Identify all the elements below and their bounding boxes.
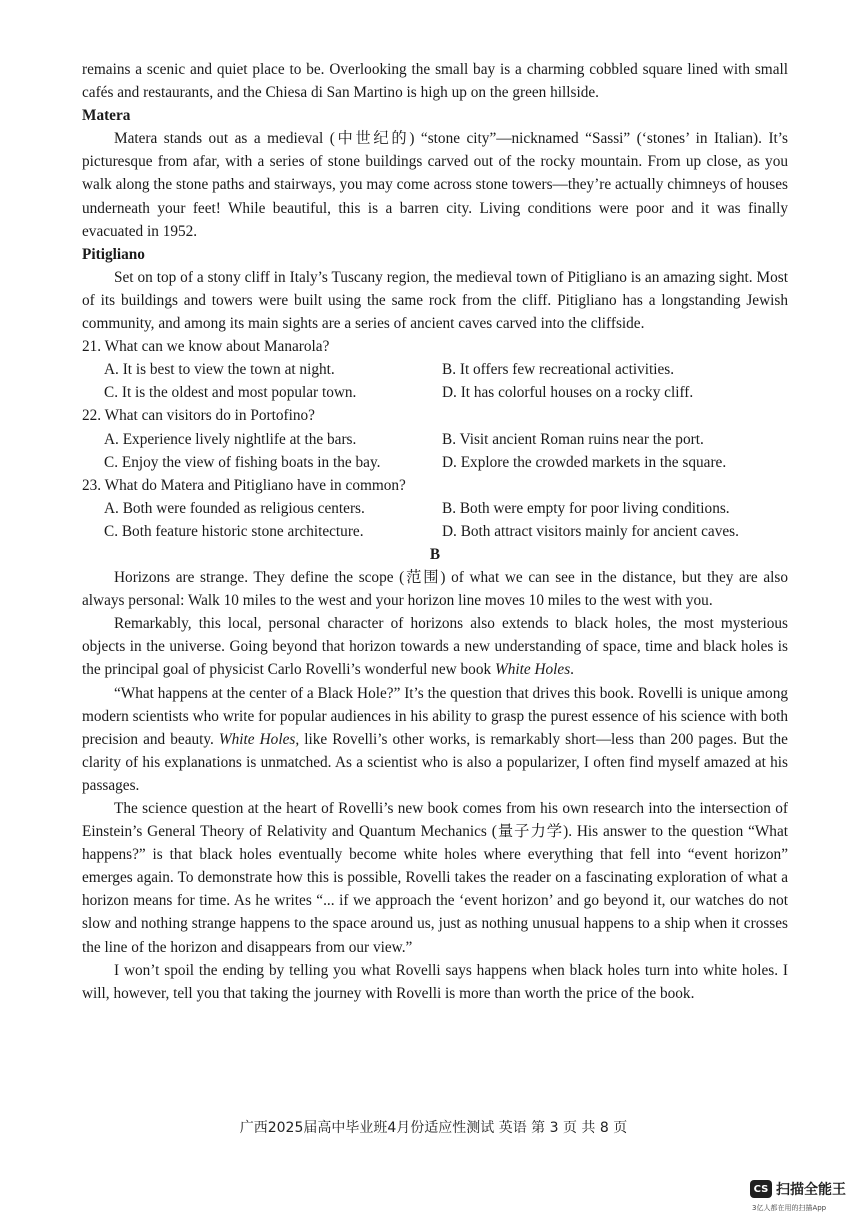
portofino-paragraph-end: remains a scenic and quiet place to be. Overlooking the small bay is a charming cobbled square lined with small cafés and restaurants, and the Chiesa di San Martino is high up on the green hillside.: [82, 61, 788, 102]
paragraph-text: .: [570, 661, 574, 679]
question-22: [82, 404, 788, 473]
camscanner-name: 扫描全能王: [776, 1182, 846, 1198]
question-21: [82, 335, 788, 404]
option-d: D. Explore the crowded markets in the square.: [442, 453, 727, 471]
camscanner-watermark: [750, 1179, 846, 1199]
question-stem: 21. What can we know about Manarola?: [82, 338, 330, 356]
option-c: C. It is the oldest and most popular town.: [104, 384, 357, 402]
option-c: C. Enjoy the view of fishing boats in the bay.: [104, 453, 381, 471]
matera-paragraph: Matera stands out as a medieval (中世纪的) “stone city”—nicknamed “Sassi” (‘stones’ in Italian). It’s picturesque from afar, with a series of stone buildings carved out of the rocky mountain. From up close, as you walk along the stone paths and stairways, you may come across stone towers—they’re actually chimneys of houses underneath your feet! While beautiful, this is a barren city. Living conditions were poor and it was finally evacuated in 1952.: [82, 130, 788, 240]
camscanner-logo-icon: CS: [750, 1180, 772, 1198]
page-footer: 广西2025届高中毕业班4月份适应性测试 英语 第 3 页 共 8 页: [239, 1120, 628, 1136]
book-title: White Holes,: [218, 730, 300, 748]
option-d: D. It has colorful houses on a rocky cliff.: [442, 384, 694, 402]
book-title: White Holes: [494, 661, 571, 679]
pitigliano-heading: Pitigliano: [82, 245, 145, 263]
passage-b-paragraph-2: [82, 612, 788, 681]
option-a: A. Experience lively nightlife at the bars.: [104, 430, 357, 448]
option-b: B. It offers few recreational activities.: [442, 361, 675, 379]
matera-heading: Matera: [82, 107, 131, 125]
pitigliano-paragraph: Set on top of a stony cliff in Italy’s Tuscany region, the medieval town of Pitigliano is an amazing sight. Most of its buildings and towers were built using the same rock from the cliff. Pitigliano has a longstanding Jewish community, and among its main sights are a series of ancient caves carved into the cliffside.: [82, 268, 788, 333]
option-row: [82, 358, 788, 381]
option-row: [82, 451, 788, 474]
option-b: B. Visit ancient Roman ruins near the port.: [442, 430, 704, 448]
section-b-label: B: [429, 545, 441, 563]
exam-page: [82, 58, 788, 1005]
passage-b-paragraph-4: The science question at the heart of Rovelli’s new book comes from his own research into the intersection of Einstein’s General Theory of Relativity and Quantum Mechanics (量子力学). His answer to the question “What happens?” is that black holes eventually become white holes where everything that fell into “event horizon” emerges again. To demonstrate how this is possible, Rovelli takes the reader on a fascinating exploration of what a horizon means for time. As he writes “... if we approach the ‘event horizon’ and go beyond it, our watches do not slow and nothing strange happens to the space around us, just as nothing unusual happens to a ship when it crosses the line of the horizon and disappears from our view.”: [82, 800, 788, 956]
question-stem: 23. What do Matera and Pitigliano have in common?: [82, 476, 406, 494]
passage-b-paragraph-1: Horizons are strange. They define the scope (范围) of what we can see in the distance, but they are also always personal: Walk 10 miles to the west and your horizon line moves 10 miles to the west with you.: [82, 569, 788, 610]
option-row: [82, 381, 788, 404]
option-b: B. Both were empty for poor living conditions.: [442, 499, 730, 517]
passage-b-paragraph-5: I won’t spoil the ending by telling you what Rovelli says happens when black holes turn into white holes. I will, however, tell you that taking the journey with Rovelli is more than worth the price of the book.: [82, 961, 788, 1002]
question-23: [82, 474, 788, 543]
paragraph-text: like Rovelli’s other works, is remarkably short—less than 200 pages. But the clarity of his explanations is unmatched. As a scientist who is also a popularizer, I often find myself amazed at his passages.: [82, 730, 788, 794]
passage-b-paragraph-3: [82, 682, 788, 797]
question-stem: 22. What can visitors do in Portofino?: [82, 407, 315, 425]
option-c: C. Both feature historic stone architecture.: [104, 522, 364, 540]
option-row: [82, 520, 788, 543]
option-row: [82, 428, 788, 451]
paragraph-text: Remarkably, this local, personal character of horizons also extends to black holes, the most mysterious objects in the universe. Going beyond that horizon towards a new understanding of space, time and black holes is the principal goal of physicist Carlo Rovelli’s wonderful new book: [82, 615, 788, 679]
option-d: D. Both attract visitors mainly for ancient caves.: [442, 522, 739, 540]
option-a: A. Both were founded as religious centers.: [104, 499, 365, 517]
paragraph-text: “What happens at the center of a Black Hole?” It’s the question that drives this book. Rovelli is unique among modern scientists who write for popular audiences in his ability to grasp the purest essence of his science with both precision and beauty.: [82, 684, 788, 748]
camscanner-tagline: 3亿人都在用的扫描App: [752, 1204, 827, 1212]
option-a: A. It is best to view the town at night.: [104, 361, 335, 379]
option-row: [82, 497, 788, 520]
